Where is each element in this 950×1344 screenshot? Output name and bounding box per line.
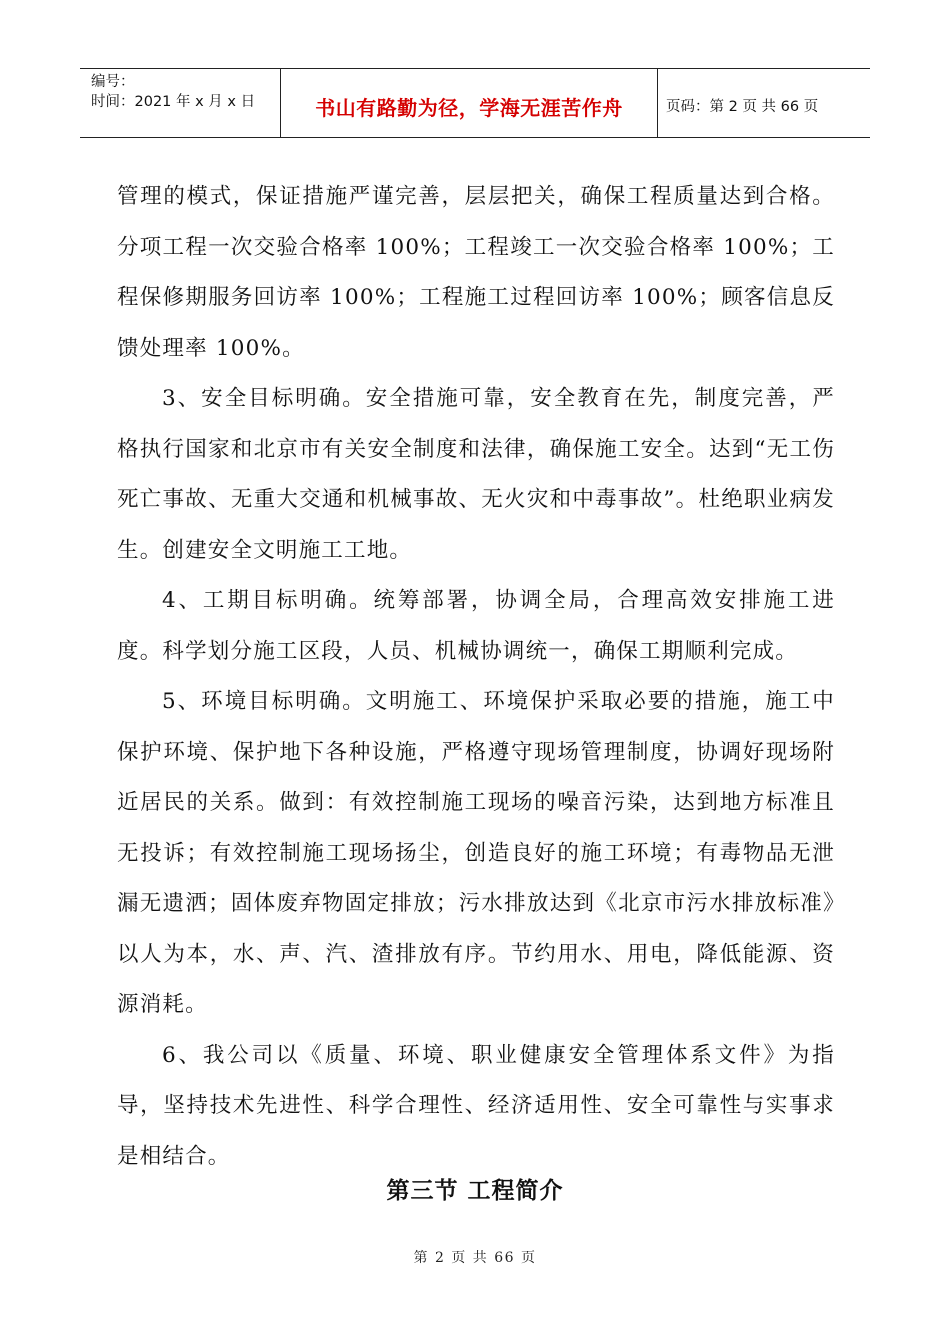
header-page-cell [658, 69, 870, 137]
page-footer: 第 2 页 共 66 页 [413, 1250, 537, 1266]
document-number-label: 编号： [91, 74, 135, 90]
header-slogan-cell [281, 69, 658, 137]
header-meta-cell [80, 69, 281, 137]
document-date-label: 时间：2021 年 x 月 x 日 [91, 94, 256, 110]
section-heading: 第三节 工程简介 [386, 1178, 564, 1204]
header-page-info: 页码：第 2 页 共 66 页 [666, 98, 819, 115]
page-header [80, 68, 870, 138]
body-paragraph: 管理的模式，保证措施严谨完善，层层把关，确保工程质量达到合格。分项工程一次交验合格率 100%；工程竣工一次交验合格率 100%；工程保修期服务回访率 100%；工程施工过程回访率 100%；顾客信息反馈处理率 100%。 [117, 184, 835, 361]
document-body [117, 172, 835, 1182]
header-slogan: 书山有路勤为径，学海无涯苦作舟 [315, 95, 623, 120]
body-paragraph-schedule: 4、工期目标明确。统筹部署，协调全局，合理高效安排施工进度。科学划分施工区段，人员、机械协调统一，确保工期顺利完成。 [117, 588, 835, 664]
body-paragraph-environment: 5、环境目标明确。文明施工、环境保护采取必要的措施，施工中保护环境、保护地下各种设施，严格遵守现场管理制度，协调好现场附近居民的关系。做到：有效控制施工现场的噪音污染，达到地方标准且无投诉；有效控制施工现场扬尘，创造良好的施工环境；有毒物品无泄漏无遗洒；固体废弃物固定排放；污水排放达到《北京市污水排放标准》以人为本，水、声、汽、渣排放有序。节约用水、用电，降低能源、资源消耗。 [117, 689, 835, 1017]
body-paragraph-guidance: 6、我公司以《质量、环境、职业健康安全管理体系文件》为指导，坚持技术先进性、科学合理性、经济适用性、安全可靠性与实事求是相结合。 [117, 1042, 835, 1169]
body-paragraph-safety: 3、安全目标明确。安全措施可靠，安全教育在先，制度完善，严格执行国家和北京市有关安全制度和法律，确保施工安全。达到“无工伤死亡事故、无重大交通和机械事故、无火灾和中毒事故”。杜绝职业病发生。创建安全文明施工工地。 [117, 386, 835, 563]
